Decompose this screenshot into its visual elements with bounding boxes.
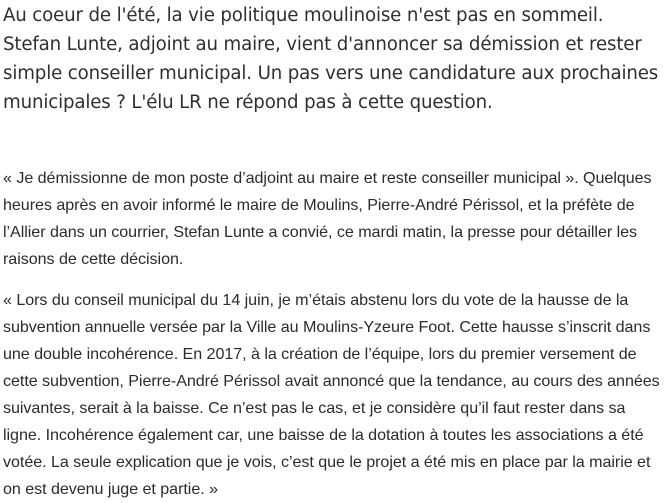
article-body xyxy=(3,0,663,503)
article-paragraph: « Je démissionne de mon poste d’adjoint au maire et reste conseiller municipal ». Quelques heures après en avoir informé le maire de Moulins, Pierre-André Périssol, et la préfète de l’Allier dans un courrier, Stefan Lunte a convié, ce mardi matin, la presse pour détailler les raisons de cette décision. xyxy=(3,169,652,268)
article-paragraph: « Lors du conseil municipal du 14 juin, je m’étais abstenu lors du vote de la hausse de la subvention annuelle versée par la Ville au Moulins-Yzeure Foot. Cette hausse s’inscrit dans une double incohérence. En 2017, à la création de l’équipe, lors du premier versement de cette subvention, Pierre-André Périssol avait annoncé que la tendance, au cours des années suivantes, serait à la baisse. Ce n’est pas le cas, et je considère qu’il faut rester dans sa ligne. Incohérence également car, une baisse de la dotation à toutes les associations a été votée. La seule explication que je vois, c’est que le projet a été mis en place par la mairie et on est devenu juge et partie. » xyxy=(3,291,660,498)
article-lead: Au coeur de l'été, la vie politique moulinoise n'est pas en sommeil. Stefan Lunte, adjoint au maire, vient d'annoncer sa démission et rester simple conseiller municipal. Un pas vers une candidature aux prochaines municipales ? L'élu LR ne répond pas à cette question. xyxy=(3,5,659,113)
